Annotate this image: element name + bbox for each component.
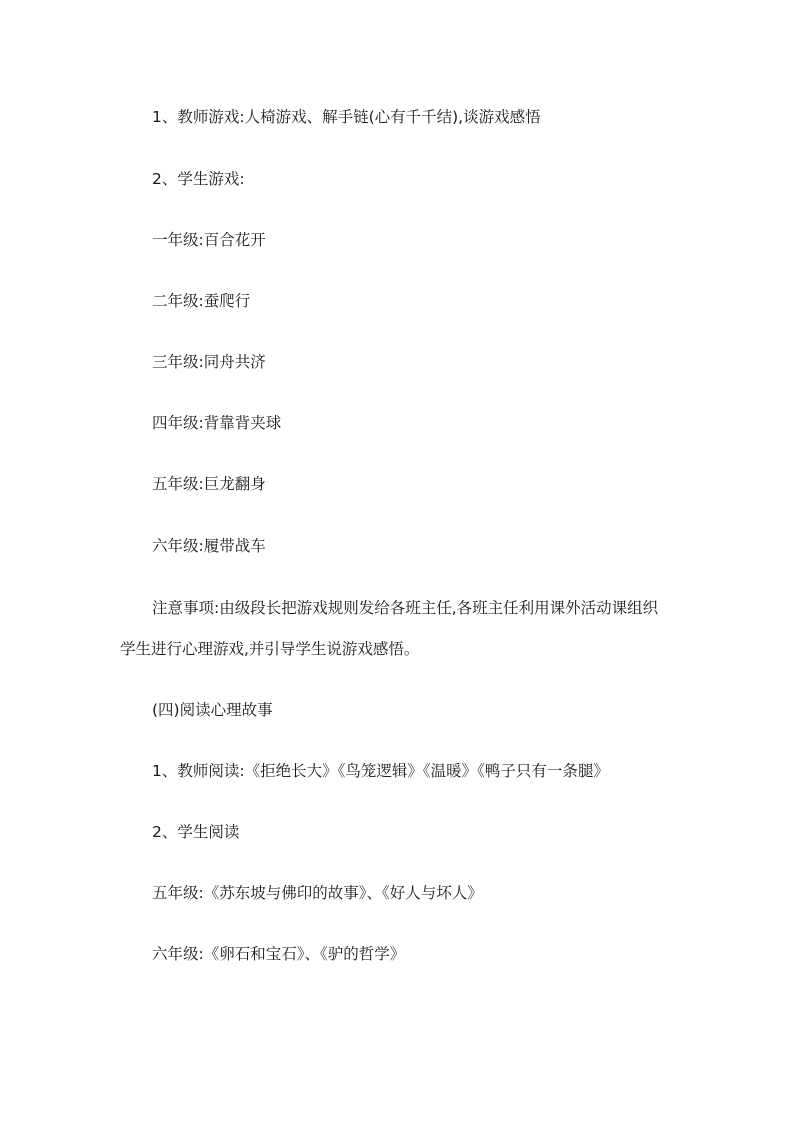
grade-five-reading: 五年级:《苏东坡与佛印的故事》、《好人与坏人》: [152, 884, 483, 902]
student-reading-heading: 2、学生阅读: [152, 823, 240, 841]
grade-three-game: 三年级:同舟共济: [152, 353, 266, 371]
grade-six-reading: 六年级:《卵石和宝石》、《驴的哲学》: [152, 945, 406, 963]
section-heading-reading: (四)阅读心理故事: [152, 701, 273, 719]
grade-two-game: 二年级:蚕爬行: [152, 292, 251, 310]
grade-four-game: 四年级:背靠背夹球: [152, 414, 282, 432]
teacher-reading-line: 1、教师阅读:《拒绝长大》《鸟笼逻辑》《温暖》《鸭子只有一条腿》: [152, 762, 609, 780]
student-games-heading: 2、学生游戏:: [152, 170, 245, 188]
grade-six-game: 六年级:履带战车: [152, 537, 266, 555]
grade-five-game: 五年级:巨龙翻身: [152, 475, 266, 493]
notes-line-1: 注意事项:由级段长把游戏规则发给各班主任,各班主任利用课外活动课组织: [152, 599, 659, 617]
grade-one-game: 一年级:百合花开: [152, 231, 266, 249]
notes-line-2: 学生进行心理游戏,并引导学生说游戏感悟。: [120, 640, 420, 658]
teacher-games-line: 1、教师游戏:人椅游戏、解手链(心有千千结),谈游戏感悟: [152, 108, 541, 126]
